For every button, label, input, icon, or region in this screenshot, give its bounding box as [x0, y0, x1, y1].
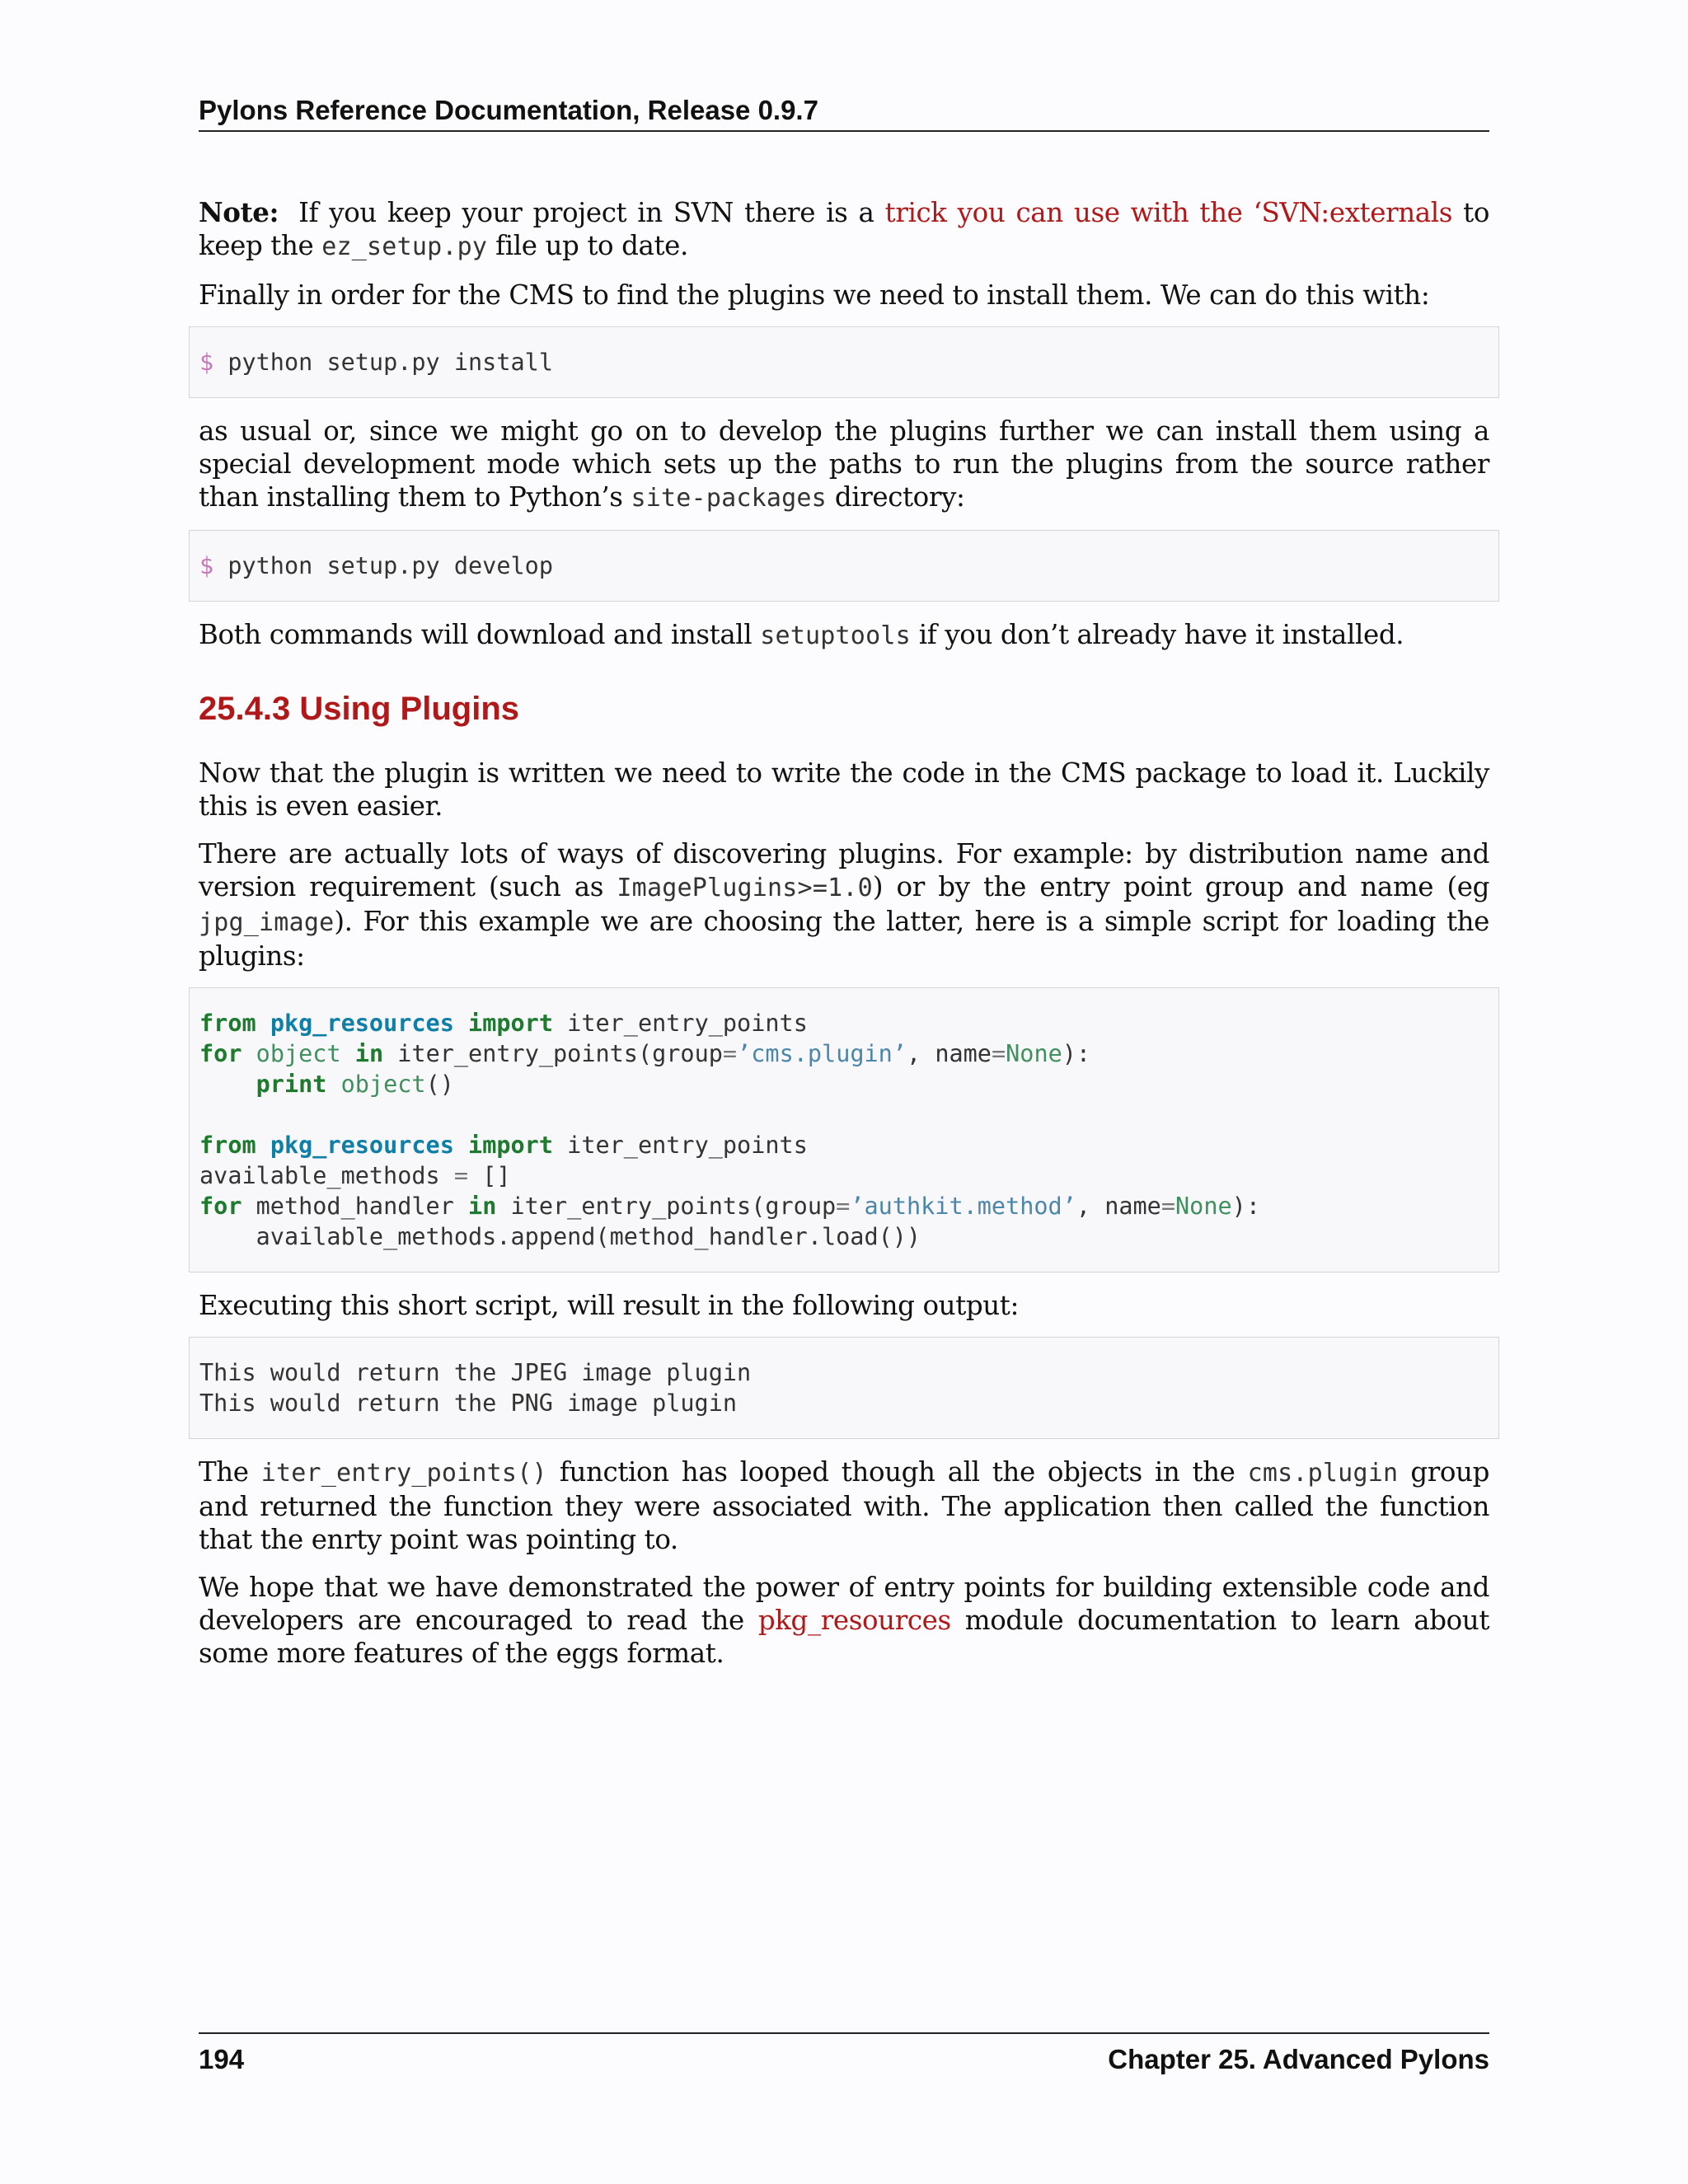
plugin-intro-paragraph: Now that the plugin is written we need to write the code in the CMS package to load it. Luckily this is even easier.: [199, 757, 1489, 822]
inline-code: site-packages: [631, 484, 827, 513]
section-heading: 25.4.3 Using Plugins: [199, 691, 520, 727]
footer-rule: [199, 2032, 1489, 2034]
code-block-develop: $ python setup.py develop: [189, 530, 1499, 602]
execution-paragraph: Executing this short script, will result in the following output:: [199, 1290, 1020, 1321]
shell-prompt: $: [199, 349, 214, 376]
inline-code: ez_setup.py: [321, 232, 488, 261]
pkg-resources-link[interactable]: pkg_resources: [757, 1605, 951, 1636]
inline-code: setuptools: [760, 621, 911, 650]
page-footer: [199, 2041, 1489, 2078]
inline-code: cms.plugin: [1247, 1459, 1399, 1488]
setuptools-paragraph: Both commands will download and install setuptools if you don’t already have it installed.: [199, 619, 1404, 650]
code-block-output: This would return the JPEG image plugin This would return the PNG image plugin: [189, 1337, 1499, 1439]
conclusion-paragraph: We hope that we have demonstrated the power of entry points for building extensible code and developers are encouraged to read the pkg_resources module documentation to learn about some more features of the eggs format.: [199, 1572, 1489, 1669]
header-rule: [199, 130, 1489, 132]
page-body: [199, 196, 1489, 1685]
code-block-install: $ python setup.py install: [189, 326, 1499, 398]
chapter-title: Chapter 25. Advanced Pylons: [1108, 2044, 1489, 2074]
page-number: 194: [199, 2044, 245, 2074]
inline-code: iter_entry_points(): [260, 1459, 547, 1488]
install-intro-paragraph: Finally in order for the CMS to find the plugins we need to install them. We can do this with:: [199, 279, 1430, 311]
discovery-paragraph: There are actually lots of ways of discovering plugins. For example: by distribution name and version requirement (such as ImagePlugins>=1.0) or by the entry point group and name (eg jpg_image). For this example we are choosing the latter, here is a simple script for loading the plugins:: [199, 838, 1489, 972]
develop-paragraph: as usual or, since we might go on to develop the plugins further we can install them using a special development mode which sets up the paths to run the plugins from the source rather than installing them to Python’s site-packages directory:: [199, 415, 1489, 513]
inline-code: jpg_image: [199, 908, 335, 937]
note-label: Note:: [199, 196, 279, 228]
note-paragraph: Note: If you keep your project in SVN there is a trick you can use with the ‘SVN:externals to keep the ez_setup.py file up to date.: [199, 196, 1489, 261]
running-header: Pylons Reference Documentation, Release 0.9.7: [199, 95, 818, 125]
inline-code: ImagePlugins>=1.0: [617, 874, 873, 902]
svn-externals-link[interactable]: trick you can use with the ‘SVN:externals: [884, 197, 1453, 228]
code-block-script: from pkg_resources import iter_entry_points for object in iter_entry_points(group=’cms.plugin’, name=None): print object() from pkg_resources import iter_entry_points available_methods = [] for method_handler in iter_entry_points(group=’authkit.method’, name=None): available_methods.append(method_handler.load()): [189, 987, 1499, 1272]
explanation-paragraph: The iter_entry_points() function has looped though all the objects in the cms.plugin group and returned the function they were associated with. The application then called the function that the enrty point was pointing to.: [199, 1456, 1489, 1555]
shell-prompt: $: [199, 552, 214, 579]
document-page: [199, 0, 1489, 2184]
